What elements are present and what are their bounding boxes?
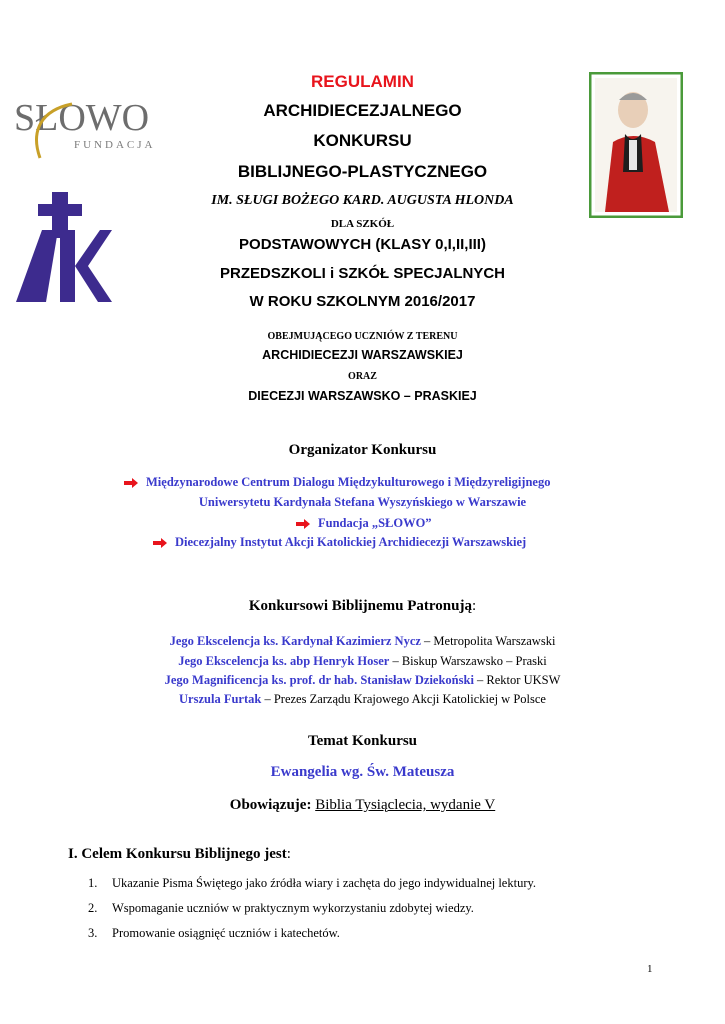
section-1-heading-text: I. Celem Konkursu Biblijnego jest [68,846,287,862]
organizer-item-1 [124,475,550,490]
list-item-number: 2. [88,901,98,915]
organizer-item-3-text: Diecezjalny Instytut Akcji Katolickiej Archidiecezji Warszawskiej [175,535,527,549]
list-item [88,901,474,916]
patron-2 [0,654,725,669]
patron-4 [0,692,725,707]
binding-bible [0,797,725,814]
arrow-right-icon [153,538,167,548]
theme-heading: Temat Konkursu [307,733,418,749]
title-konkursu: KONKURSU [313,131,412,150]
theme-value: Ewangelia wg. Św. Mateusza [270,764,455,780]
organizer-item-1-line-2: Uniwersytetu Kardynała Stefana Wyszyńskiego w Warszawie [198,495,527,509]
patron-3-name: Jego Magnificencja ks. prof. dr hab. Stanisław Dziekoński [164,673,474,687]
organizer-heading: Organizator Konkursu [288,442,437,458]
ak-logo-text: AK [12,190,14,191]
organizer-item-1-line-1: Międzynarodowe Centrum Dialogu Międzykulturowego i Międzyreligijnego [146,475,551,489]
organizer-item-2 [296,516,432,531]
patron-4-role: – Prezes Zarządu Krajowego Akcji Katolickiej w Polsce [261,692,546,706]
slowo-logo-text: SŁOWO [14,97,150,139]
organizer-item-2-text: Fundacja „SŁOWO” [318,516,432,530]
title-biblijnego-plastycznego: BIBLIJNEGO-PLASTYCZNEGO [237,162,488,181]
list-item-text: Wspomaganie uczniów w praktycznym wykorzystaniu zdobytej wiedzy. [112,901,474,915]
patrons-heading [0,598,725,615]
section-1-heading [68,846,291,863]
school-year: W ROKU SZKOLNYM 2016/2017 [249,293,476,310]
arrow-right-icon [124,478,138,488]
patrons-heading-colon: : [471,598,477,614]
patron-3 [0,673,725,688]
section-1-heading-colon: : [286,846,291,862]
list-item [88,876,536,891]
list-item-number: 1. [88,876,98,890]
schools-primary: PODSTAWOWYCH (KLASY 0,I,II,III) [239,236,486,253]
and-word: ORAZ [348,371,377,382]
patron-1 [0,634,725,649]
list-item-text: Promowanie osiągnięć uczniów i katechetów. [112,926,340,940]
organizer-item-3 [153,535,526,550]
page-number: 1 [647,963,653,975]
covering-students: OBEJMUJĄCEGO UCZNIÓW Z TERENU [267,331,458,342]
title-archidiecezjalnego: ARCHIDIECEZJALNEGO [263,101,462,120]
arrow-right-icon [296,519,310,529]
archdiocese: ARCHIDIECEZJI WARSZAWSKIEJ [262,348,463,362]
dedication: IM. SŁUGI BOŻEGO KARD. AUGUSTA HLONDA [211,193,514,208]
slowo-logo-subtitle: FUNDACJA [74,139,156,151]
diocese: DIECEZJI WARSZAWSKO – PRASKIEJ [248,389,477,403]
binding-value: Biblia Tysiąclecia, wydanie V [315,797,496,813]
list-item-number: 3. [88,926,98,940]
binding-label: Obowiązuje: [229,797,312,813]
patron-1-name: Jego Ekscelencja ks. Kardynał Kazimierz Nycz [169,634,421,648]
title-regulamin: REGULAMIN [311,72,414,91]
patron-1-role: – Metropolita Warszawski [420,634,556,648]
schools-preschool: PRZEDSZKOLI i SZKÓŁ SPECJALNYCH [219,265,506,282]
for-schools: DLA SZKÓŁ [330,218,395,230]
patron-3-role: – Rektor UKSW [473,673,561,687]
list-item [88,926,340,941]
patrons-heading-text: Konkursowi Biblijnemu Patronują [248,598,472,614]
patron-4-name: Urszula Furtak [179,692,262,706]
patron-2-name: Jego Ekscelencja ks. abp Henryk Hoser [178,654,390,668]
list-item-text: Ukazanie Pisma Świętego jako źródła wiary i zachęta do jego indywidualnej lektury. [112,876,537,890]
patron-2-role: – Biskup Warszawsko – Praski [389,654,547,668]
